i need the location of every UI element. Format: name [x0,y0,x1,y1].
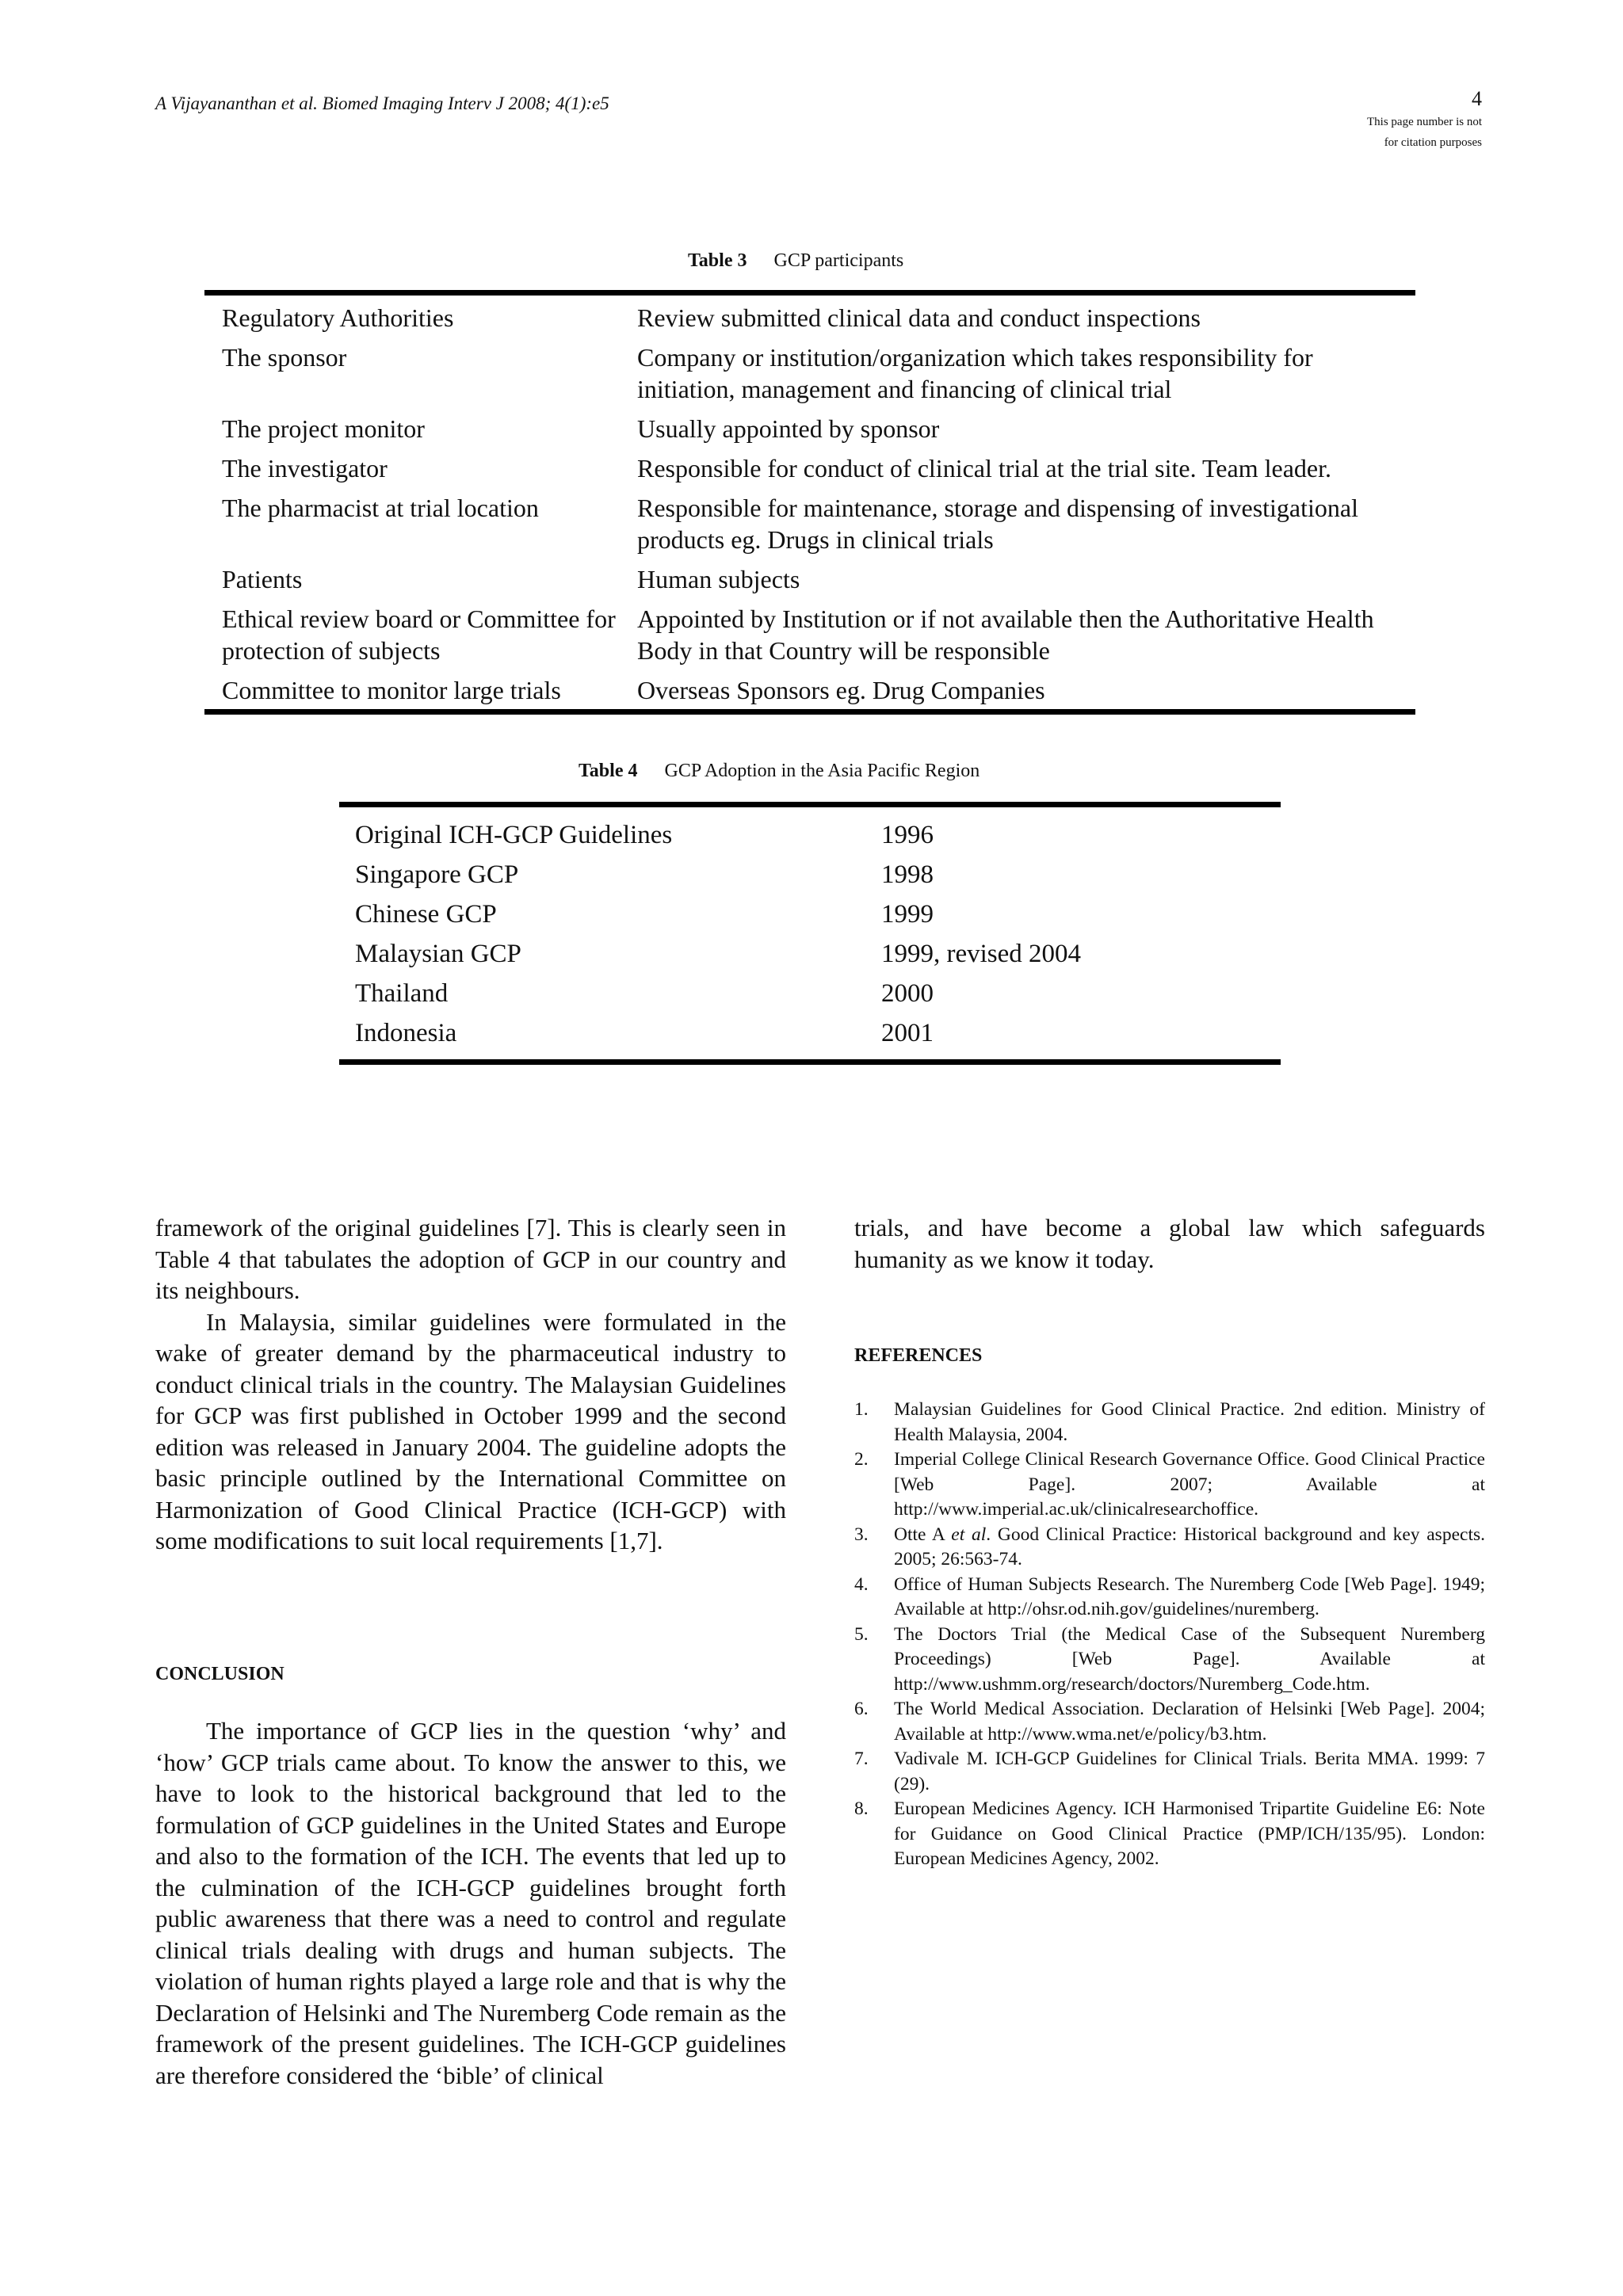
table4-grid [339,815,1281,1053]
reference-text: Vadivale M. ICH-GCP Guidelines for Clinical Trials. Berita MMA. 1999: 7 (29). [894,1749,1485,1794]
reference-item [854,1573,1485,1623]
references-section [854,1398,1485,1872]
table-row [204,563,1415,603]
table3-role-cell: Human subjects [637,565,800,593]
table4-year-cell: 1999, revised 2004 [881,940,1082,968]
table3-participant-cell: Regulatory Authorities [222,303,454,332]
body-paragraph: framework of the original guidelines [7]. This is clearly seen in Table 4 that tabulates the adoption of GCP in our country and its neighbours. [155,1214,786,1304]
reference-text: Office of Human Subjects Research. The Nuremberg Code [Web Page]. 1949; Available at http://ohsr.od.nih.gov/guidelines/nuremberg. [894,1573,1485,1619]
page-number-note-line2: for citation purposes [1384,136,1482,149]
references-heading: REFERENCES [854,1345,983,1366]
table-row [339,855,1281,894]
left-column [155,1212,786,1557]
table4-guideline-cell: Malaysian GCP [355,940,521,968]
table3-label: Table 3 [688,250,747,271]
table4-guideline-cell: Original ICH-GCP Guidelines [355,821,673,849]
table4-year-cell: 2001 [881,1019,934,1047]
table4-year-cell: 1998 [881,860,934,889]
table3-grid [204,302,1415,706]
table3-participant-cell: Ethical review board or Committee for protection of subjects [222,605,616,665]
table-row [204,603,1415,674]
page-number-note-line1: This page number is not [1367,116,1482,128]
reference-text: European Medicines Agency. ICH Harmonised Tripartite Guideline E6: Note for Guidance on Good Clinical Practice (PMP/ICH/135/95). London: European Medicines Agency, 2002. [894,1798,1485,1869]
table-row [339,894,1281,934]
table4-year-cell: 2000 [881,979,934,1008]
reference-text-start: Otte A [894,1524,952,1545]
table3-role-cell: Company or institution/organization which takes responsibility for initiation, management and financing of clinical trial [637,343,1313,403]
reference-number: 4. [854,1573,869,1595]
table3-role-cell: Usually appointed by sponsor [637,414,940,443]
table3-role-cell: Review submitted clinical data and conduct inspections [637,303,1201,332]
conclusion-heading: CONCLUSION [155,1664,285,1684]
table4-guideline-cell: Thailand [355,979,449,1008]
reference-item [854,1697,1485,1747]
table4-title: GCP Adoption in the Asia Pacific Region [664,761,980,781]
table3-participant-cell: The sponsor [222,343,347,372]
table3-title: GCP participants [773,250,904,271]
table-row [339,934,1281,974]
table-row [339,974,1281,1013]
table-row [204,452,1415,492]
table3-role-cell: Responsible for conduct of clinical trial at the trial site. Team leader. [637,454,1331,482]
reference-text-end: . Good Clinical Practice: Historical background and key aspects. 2005; 26:563-74. [894,1524,1485,1569]
table-row [339,1013,1281,1053]
reference-number: 7. [854,1749,869,1769]
table3-participant-cell: The pharmacist at trial location [222,494,539,522]
table3-participant-cell: The investigator [222,454,388,482]
reference-number: 1. [854,1399,869,1420]
table4-guideline-cell: Chinese GCP [355,900,497,929]
reference-item [854,1447,1485,1523]
reference-item [854,1398,1485,1447]
reference-number: 8. [854,1798,869,1819]
reference-text: Imperial College Clinical Research Governance Office. Good Clinical Practice [Web Page]. 2007; Available at http://www.imperial.ac.uk/clinicalresearchoffice. [894,1449,1485,1520]
body-paragraph: trials, and have become a global law which safeguards humanity as we know it today. [854,1214,1485,1273]
table3-participant-cell: Committee to monitor large trials [222,676,561,704]
table-row [204,492,1415,563]
table-row [204,413,1415,452]
reference-text: The Doctors Trial (the Medical Case of the Subsequent Nuremberg Proceedings) [Web Page]. Available at http://www.ushmm.org/research/doctors/Nuremberg_Code.htm. [894,1623,1485,1695]
table3-participant-cell: Patients [222,565,303,593]
table4-guideline-cell: Singapore GCP [355,860,519,889]
reference-item [854,1623,1485,1698]
reference-number: 3. [854,1524,869,1545]
table3-role-cell: Appointed by Institution or if not available then the Authoritative Health Body in that Country will be responsible [637,605,1374,665]
page-number: 4 [1472,87,1482,110]
reference-item [854,1523,1485,1573]
reference-text: The World Medical Association. Declaration of Helsinki [Web Page]. 2004; Available at http://www.wma.net/e/policy/b3.htm. [894,1699,1485,1745]
reference-item [854,1797,1485,1872]
table3 [204,290,1415,715]
right-column [854,1212,1485,1275]
reference-number: 6. [854,1699,869,1719]
table-row [204,674,1415,706]
table3-caption [688,250,903,272]
table3-role-cell: Responsible for maintenance, storage and dispensing of investigational products eg. Drugs in clinical trials [637,494,1358,554]
page-number-block [1367,89,1482,151]
table4-guideline-cell: Indonesia [355,1019,457,1047]
running-header-citation: A Vijayananthan et al. Biomed Imaging Interv J 2008; 4(1):e5 [155,93,609,113]
body-paragraph: The importance of GCP lies in the question ‘why’ and ‘how’ GCP trials came about. To know the answer to this, we have to look to the historical background that led to the formulation of GCP guidelines in the United States and Europe and also to the formation of the ICH. The events that led up to the culmination of the ICH-GCP guidelines brought forth public awareness that there was a need to control and regulate clinical trials dealing with drugs and human subjects. The violation of human rights played a large role and that is why the Declaration of Helsinki and The Nuremberg Code remain as the framework of the present guidelines. The ICH-GCP guidelines are therefore considered the ‘bible’ of clinical [155,1717,786,2089]
reference-text: Malaysian Guidelines for Good Clinical Practice. 2nd edition. Ministry of Health Malaysia, 2004. [894,1399,1485,1445]
table4-year-cell: 1996 [881,821,934,849]
reference-list [854,1398,1485,1872]
table4-year-cell: 1999 [881,900,934,929]
reference-number: 5. [854,1623,869,1645]
reference-number: 2. [854,1449,869,1470]
table3-role-cell: Overseas Sponsors eg. Drug Companies [637,676,1045,704]
table-row [204,302,1415,341]
body-paragraph: In Malaysia, similar guidelines were formulated in the wake of greater demand by the pharmaceutical industry to conduct clinical trials in the country. The Malaysian Guidelines for GCP was first published in October 1999 and the second edition was released in January 2004. The guideline adopts the basic principle outlined by the International Committee on Harmonization of Good Clinical Practice (ICH-GCP) with some modifications to suit local requirements [1,7]. [155,1307,786,1554]
table-row [204,341,1415,413]
reference-item [854,1747,1485,1797]
table4-label: Table 4 [579,761,638,781]
table4 [339,802,1281,1065]
table4-caption [579,761,980,782]
left-column-conclusion [155,1715,786,2091]
table-row [339,815,1281,855]
reference-text-italic: et al [951,1524,987,1545]
table3-participant-cell: The project monitor [222,414,425,443]
